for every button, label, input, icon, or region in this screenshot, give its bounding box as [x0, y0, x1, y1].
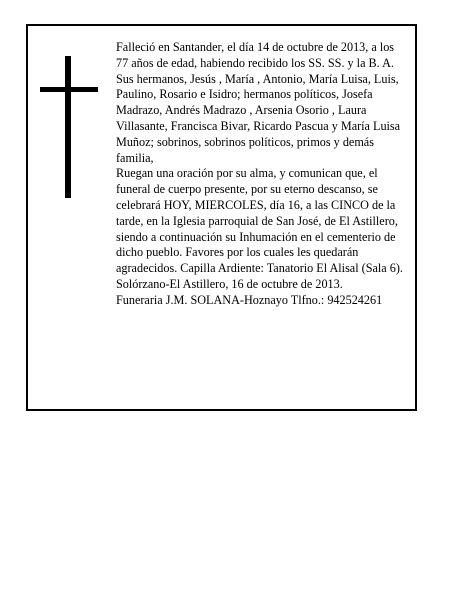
family-list: Sus hermanos, Jesús , María , Antonio, María Luisa, Luis, Paulino, Rosario e Isidro; hermanos políticos, Josefa Madrazo, Andrés Madrazo , Arsenia Osorio , Laura Villasante, Francisca Bivar, Ricardo Pascua y María Luisa Muñoz; sobrinos, sobrinos políticos, primos y demás familia, [116, 71, 401, 165]
funeral-details: Ruegan una oración por su alma, y comunican que, el funeral de cuerpo presente, por su eterno descanso, se celebrará HOY, MIERCOLES, día 16, a las CINCO de la tarde, en la Iglesia parroquial de San José, de El Astillero, siendo a continuación su Inhumación en el cementerio de dicho pueblo. Favores por los cuales les quedarán agradecidos. Capilla Ardiente: Tanatorio El Alisal (Sala 6). [116, 166, 403, 276]
funeral-home: Funeraria J.M. SOLANA-Hoznayo Tlfno.: 942524261 [116, 292, 383, 307]
cross-icon [40, 56, 100, 198]
death-announcement: Falleció en Santander, el día 14 de octubre de 2013, a los 77 años de edad, habiendo recibido los SS. SS. y la B. A. [116, 40, 395, 70]
obituary-notice [26, 24, 417, 411]
cross-horizontal-bar [40, 87, 98, 92]
cross-vertical-bar [65, 56, 71, 198]
notice-text [116, 40, 408, 309]
place-date: Solórzano-El Astillero, 16 de octubre de 2013. [116, 276, 343, 291]
